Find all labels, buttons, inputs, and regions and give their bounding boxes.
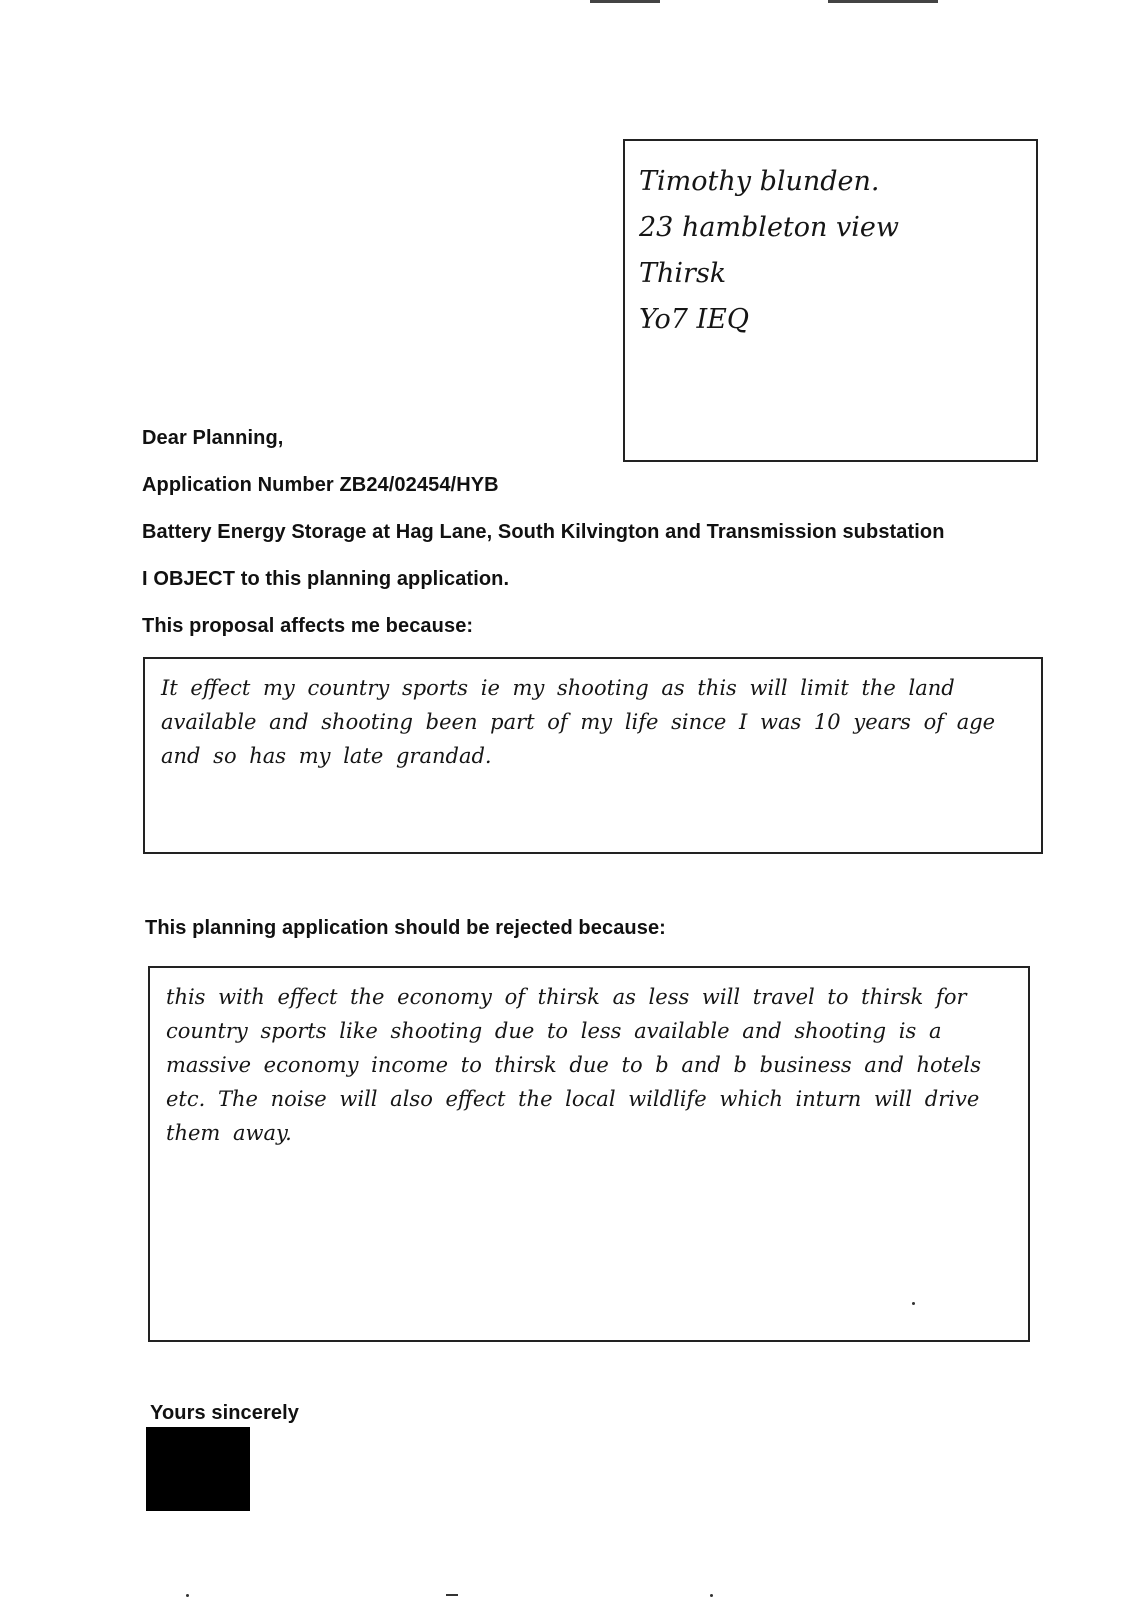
signature-redaction	[146, 1427, 250, 1511]
closing: Yours sincerely	[150, 1402, 299, 1424]
scan-speck	[912, 1302, 915, 1305]
sender-address-box	[623, 139, 1038, 462]
application-number: Application Number ZB24/02454/HYB	[142, 474, 499, 496]
address-line-postcode: Yo7 IEQ	[639, 304, 750, 335]
rejected-answer-text: this with effect the economy of thirsk as less will travel to thirsk for country sports like shooting due to less available and shooting is a massive economy income to thirsk due to b and b business and hotels etc. The noise will also effect the local wildlife which inturn will drive them away.	[166, 985, 981, 1145]
affects-answer-box	[143, 657, 1043, 854]
objection-statement: I OBJECT to this planning application.	[142, 568, 510, 590]
affects-answer-text: It effect my country sports ie my shooting as this will limit the land available and shooting been part of my life since I was 10 years of age and so has my late grandad.	[161, 676, 996, 768]
address-line-street: 23 hambleton view	[639, 212, 899, 243]
affects-heading: This proposal affects me because:	[142, 615, 474, 637]
rejected-heading: This planning application should be rejected because:	[145, 917, 666, 939]
rejected-answer-box	[148, 966, 1030, 1342]
application-title: Battery Energy Storage at Hag Lane, South Kilvington and Transmission substation	[142, 521, 945, 543]
address-line-name: Timothy blunden.	[639, 166, 880, 197]
salutation: Dear Planning,	[142, 427, 284, 449]
address-line-town: Thirsk	[639, 258, 727, 289]
